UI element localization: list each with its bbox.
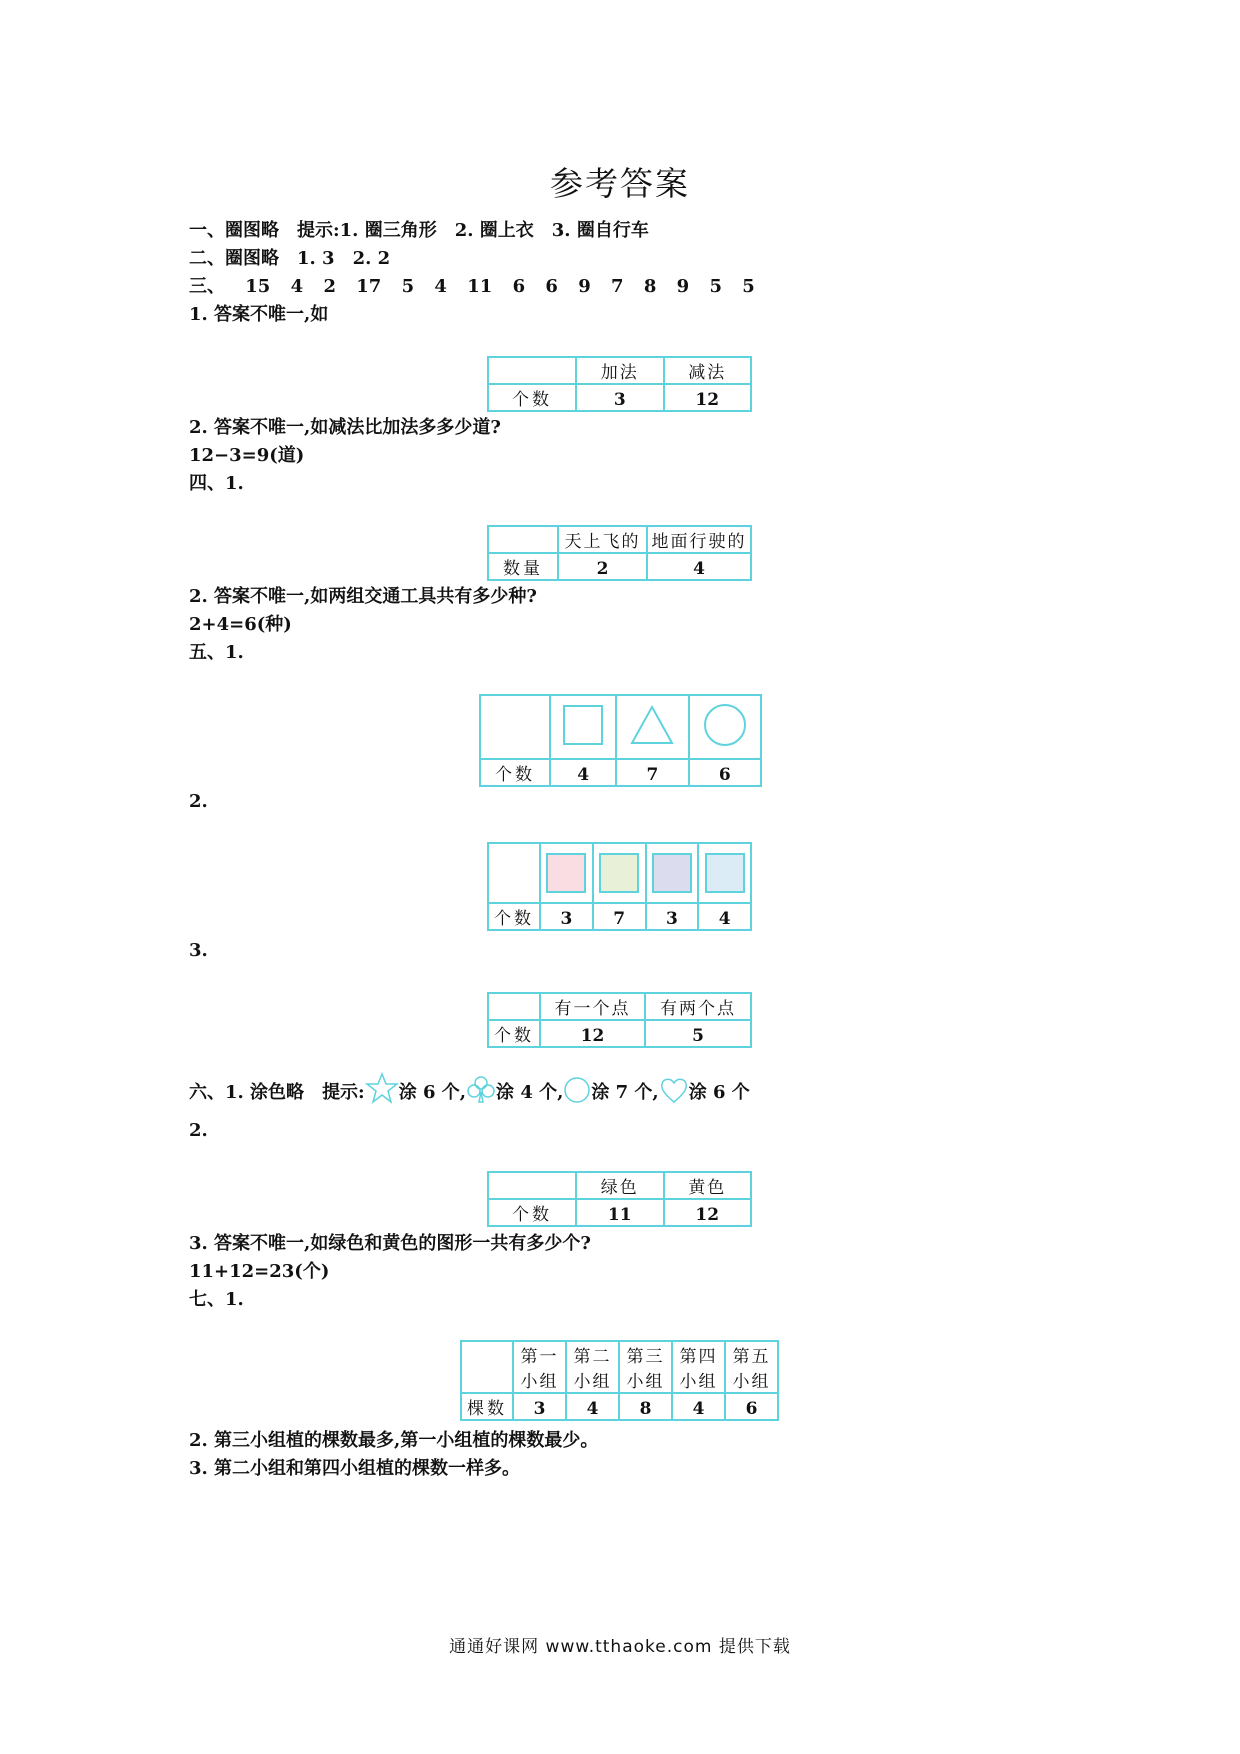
green-swatch: [599, 853, 639, 893]
table-header: 第五: [725, 1341, 778, 1367]
section-2-a2: 2. 2: [352, 248, 391, 269]
table-cell: 12: [664, 384, 752, 411]
table-header: 小组: [566, 1367, 619, 1393]
section-2-a1: 1. 3: [297, 248, 335, 269]
table-header-empty: [488, 843, 540, 903]
shape-header: [689, 695, 761, 759]
table-cell: 3: [540, 903, 593, 930]
table-header-empty: [488, 357, 576, 384]
table-header: 加法: [576, 357, 664, 384]
table-header: 小组: [725, 1367, 778, 1393]
triangle-icon: [629, 704, 675, 746]
table-cell: 6: [689, 759, 761, 786]
pink-swatch: [546, 853, 586, 893]
table-header: 天上飞的: [558, 526, 647, 553]
table-cell: 5: [645, 1020, 751, 1047]
circle-icon: [702, 702, 748, 748]
number: 11: [467, 276, 493, 297]
circle-icon: [563, 1076, 591, 1104]
table-header: 小组: [513, 1367, 566, 1393]
section-3-label: 三、: [189, 276, 225, 297]
number: 2: [323, 276, 336, 297]
number: 4: [290, 276, 304, 297]
swatch-header: [540, 843, 593, 903]
blue-swatch: [705, 853, 745, 893]
table-cell: 2: [558, 553, 647, 580]
s3-q2-equation: 12−3=9(道): [189, 445, 305, 466]
shape-header: [616, 695, 688, 759]
table-cell: 11: [576, 1199, 664, 1226]
shape-header: [550, 695, 616, 759]
table-cell: 7: [616, 759, 688, 786]
s6-q3-equation: 11+12=23(个): [189, 1261, 330, 1282]
section-1-label: 一、圈图略: [189, 220, 279, 241]
section-6-t4: 涂 6 个: [688, 1082, 750, 1103]
section-7: 七、1.: [189, 1289, 244, 1310]
s3-q2: 2. 答案不唯一,如减法比加法多多少道?: [189, 417, 501, 438]
section-5: 五、1.: [189, 642, 244, 663]
table-cell: 4: [566, 1393, 619, 1420]
number: 7: [611, 276, 624, 297]
table-cell: 4: [550, 759, 616, 786]
table-transport: [487, 525, 752, 581]
table-cell: 3: [513, 1393, 566, 1420]
s7-q2: 2. 第三小组植的棵数最多,第一小组植的棵数最少。: [189, 1430, 599, 1451]
table-header: 有两个点: [645, 993, 751, 1020]
section-2-label: 二、圈图略: [189, 248, 279, 269]
number: 4: [434, 276, 447, 297]
row-label: 个数: [488, 1199, 576, 1226]
section-6: [189, 1072, 750, 1105]
club-icon: [466, 1074, 496, 1104]
heart-icon: [659, 1076, 689, 1104]
s6-q3: 3. 答案不唯一,如绿色和黄色的图形一共有多少个?: [189, 1233, 591, 1254]
number: 9: [578, 276, 591, 297]
swatch-header: [698, 843, 751, 903]
star-icon: [365, 1072, 399, 1104]
table-cell: 7: [593, 903, 646, 930]
table-header-empty: [488, 993, 540, 1020]
page-title: 参考答案: [550, 164, 690, 203]
swatch-header: [646, 843, 699, 903]
table-trees: [460, 1340, 779, 1421]
table-header: 有一个点: [540, 993, 645, 1020]
section-4: 四、1.: [189, 473, 244, 494]
s6-q2: 2.: [189, 1120, 208, 1141]
number: 5: [742, 276, 755, 297]
section-3: [189, 275, 769, 299]
number: 5: [401, 276, 415, 297]
table-header-empty: [488, 526, 558, 553]
s4-q2: 2. 答案不唯一,如两组交通工具共有多少种?: [189, 586, 537, 607]
section-1-h2: 2. 圈上衣: [454, 220, 534, 241]
number: 8: [643, 276, 657, 297]
table-shapes: [479, 694, 762, 787]
section-6-t1: 涂 6 个,: [398, 1082, 467, 1103]
section-1: [189, 219, 649, 243]
number: 15: [245, 276, 271, 297]
number: 9: [676, 276, 690, 297]
row-label: 个数: [480, 759, 550, 786]
table-cell: 8: [619, 1393, 672, 1420]
s3-q1: 1. 答案不唯一,如: [189, 304, 329, 325]
table-header: 减法: [664, 357, 752, 384]
table-addition-subtraction: [487, 356, 752, 412]
table-cell: 4: [672, 1393, 725, 1420]
table-header-empty: [480, 695, 550, 759]
section-1-h3: 3. 圈自行车: [551, 220, 649, 241]
row-label: 棵数: [461, 1393, 513, 1420]
table-header: 小组: [619, 1367, 672, 1393]
table-header-empty: [461, 1341, 513, 1393]
table-colors: [487, 842, 752, 931]
table-header: 绿色: [576, 1172, 664, 1199]
table-cell: 4: [647, 553, 751, 580]
table-cell: 12: [540, 1020, 645, 1047]
table-header: 第一: [513, 1341, 566, 1367]
table-cell: 4: [698, 903, 751, 930]
section-1-hint: 提示:1. 圈三角形: [297, 220, 437, 241]
row-label: 个数: [488, 384, 576, 411]
number: 6: [545, 276, 558, 297]
table-cell: 3: [646, 903, 699, 930]
s4-q2-equation: 2+4=6(种): [189, 614, 292, 635]
table-header-empty: [488, 1172, 576, 1199]
table-header: 第四: [672, 1341, 725, 1367]
number: 17: [356, 276, 382, 297]
table-header: 地面行驶的: [647, 526, 751, 553]
table-green-yellow: [487, 1171, 752, 1227]
section-6-hint: 提示:: [322, 1082, 365, 1103]
table-header: 小组: [672, 1367, 725, 1393]
table-header: 第二: [566, 1341, 619, 1367]
table-cell: 6: [725, 1393, 778, 1420]
section-6-label: 六、1. 涂色略: [189, 1082, 305, 1103]
row-label: 个数: [488, 1020, 540, 1047]
row-label: 个数: [488, 903, 540, 930]
table-cell: 3: [576, 384, 664, 411]
table-dots: [487, 992, 752, 1048]
section-6-t3: 涂 7 个,: [591, 1082, 659, 1103]
square-icon: [562, 704, 604, 746]
purple-swatch: [652, 853, 692, 893]
section-6-t2: 涂 4 个,: [496, 1082, 564, 1103]
table-header: 黄色: [664, 1172, 752, 1199]
table-cell: 12: [664, 1199, 752, 1226]
number: 5: [709, 276, 722, 297]
section-2: [189, 247, 390, 271]
s5-q3: 3.: [189, 940, 208, 961]
table-header: 第三: [619, 1341, 672, 1367]
row-label: 数量: [488, 553, 558, 580]
number: 6: [512, 276, 526, 297]
footer-credit: 通通好课网 www.tthaoke.com 提供下载: [449, 1637, 791, 1657]
s5-q2: 2.: [189, 791, 208, 812]
s7-q3: 3. 第二小组和第四小组植的棵数一样多。: [189, 1458, 521, 1479]
swatch-header: [593, 843, 646, 903]
